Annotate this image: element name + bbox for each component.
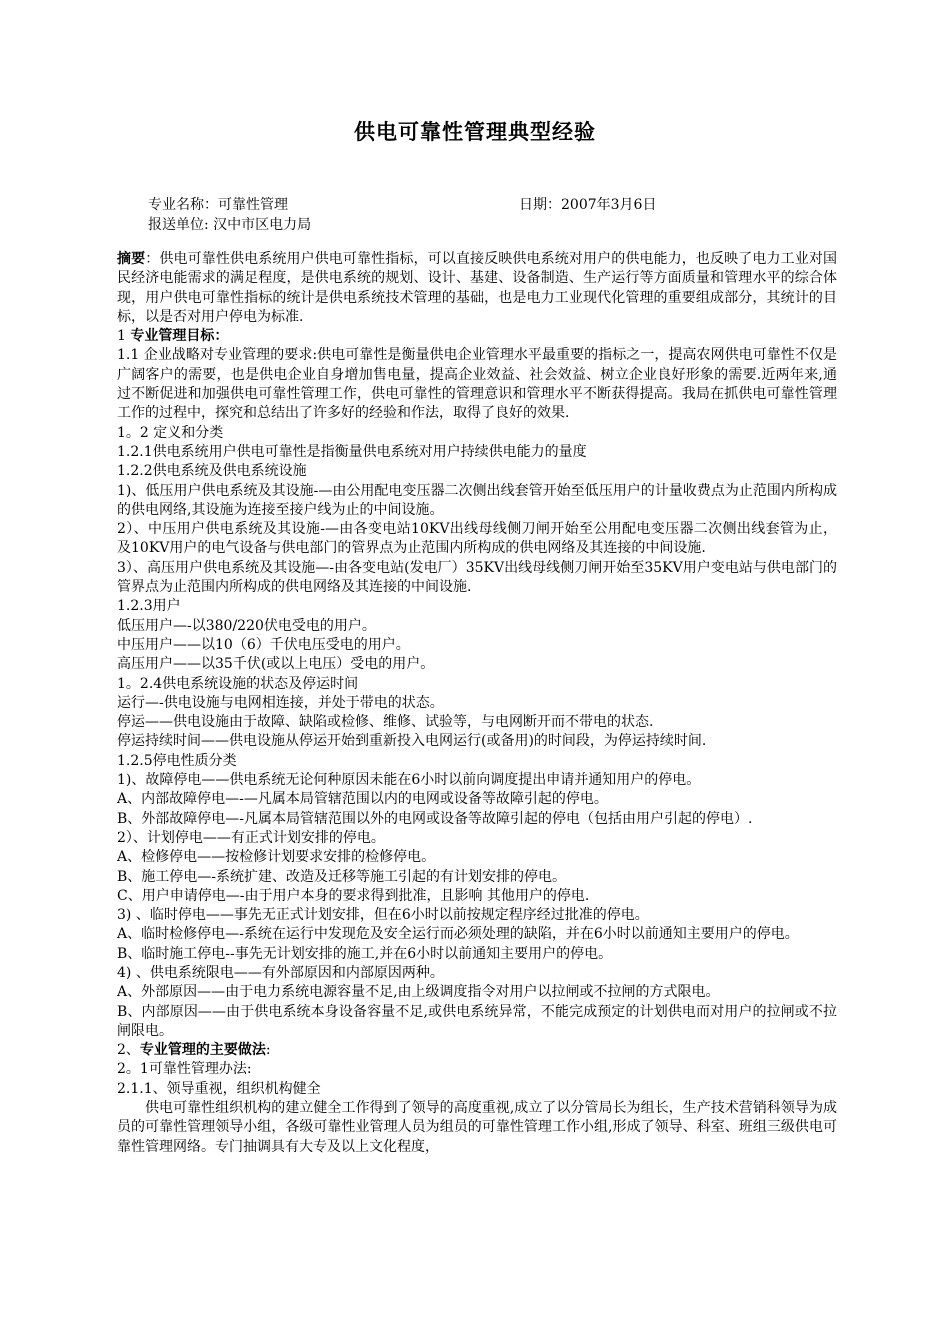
paragraph-text: 1.2.2供电系统及供电系统设施 bbox=[117, 463, 307, 480]
paragraph bbox=[117, 983, 837, 1002]
paragraph-text: 停运持续时间——供电设施从停运开始到重新投入电网运行(或备用)的时间段，为停运持续时间. bbox=[117, 733, 707, 750]
paragraph bbox=[117, 848, 837, 867]
paragraph-text: B、施工停电—-系统扩建、改造及迁移等施工引起的有计划安排的停电。 bbox=[117, 868, 567, 885]
paragraph bbox=[117, 732, 837, 751]
paragraph bbox=[117, 617, 837, 636]
paragraph-text: 3）、高压用户供电系统及其设施—-由各变电站(发电厂）35KV出线母线侧刀闸开始至35KV用户变电站与供电部门的管界点为止范围内所构成的供电网络及其连接的中间设施. bbox=[117, 559, 837, 596]
paragraph bbox=[117, 1060, 837, 1079]
paragraph bbox=[117, 655, 837, 674]
paragraph-heading: 专业管理的主要做法 bbox=[139, 1042, 266, 1059]
paragraph-text: A、检修停电——按检修计划要求安排的检修停电。 bbox=[117, 849, 436, 866]
paragraph bbox=[117, 250, 837, 327]
paragraph-text: 供电可靠性组织机构的建立健全工作得到了领导的高度重视,成立了以分管局长为组长，生产技术营销科领导为成员的可靠性管理领导小组，各级可靠性业管理人员为组员的可靠性管理工作小组,形成了领导、科室、班组三级供电可靠性管理网络。专门抽调具有大专及以上文化程度， bbox=[117, 1100, 837, 1155]
paragraph-text: 4) 、供电系统限电——有外部原因和内部原因两种。 bbox=[117, 964, 444, 981]
paragraph bbox=[117, 1003, 837, 1042]
specialty-field: 专业名称：可靠性管理 bbox=[148, 197, 288, 213]
paragraph-text: 1.2.5停电性质分类 bbox=[117, 752, 237, 769]
paragraph bbox=[117, 327, 837, 346]
paragraph bbox=[117, 520, 837, 559]
paragraph-text: A、临时检修停电—-系统在运行中发现危及安全运行而必须处理的缺陷，并在6小时以前通知主要用户的停电。 bbox=[117, 926, 799, 943]
paragraph bbox=[117, 482, 837, 521]
paragraph-text: 中压用户——以10（6）千伏电压受电的用户。 bbox=[117, 636, 410, 653]
paragraph-text: 1。2 定义和分类 bbox=[117, 424, 224, 441]
paragraph-text: ：供电可靠性供电系统用户供电可靠性指标，可以直接反映供电系统对用户的供电能力，也反映了电力工业对国民经济电能需求的满足程度，是供电系统的规划、设计、基建、设备制造、生产运行等方面质量和管理水平的综合体现，用户供电可靠性指标的统计是供电系统技术管理的基础，也是电力工业现代化管理的重要组成部分，其统计的目标，以是否对用户停电为标准. bbox=[117, 251, 838, 325]
date-field: 日期：2007年3月6日 bbox=[519, 197, 657, 213]
paragraph bbox=[117, 945, 837, 964]
paragraph-text: 1.2.1供电系统用户供电可靠性是指衡量供电系统对用户持续供电能力的量度 bbox=[117, 443, 587, 460]
document-body bbox=[117, 250, 837, 1157]
paragraph-text: B、外部故障停电—-凡属本局管辖范围以外的电网或设备等故障引起的停电（包括由用户引起的停电）. bbox=[117, 810, 753, 827]
paragraph bbox=[117, 752, 837, 771]
paragraph bbox=[117, 713, 837, 732]
paragraph bbox=[117, 424, 837, 443]
paragraph-text: C、用户申请停电—-由于用户本身的要求得到批准，且影响 其他用户的停电. bbox=[117, 887, 590, 904]
paragraph-text: 1)、低压用户供电系统及其设施-—由公用配电变压器二次侧出线套管开始至低压用户的计量收费点为止范围内所构成的供电网络,其设施为连接至接户线为止的中间设施。 bbox=[117, 482, 837, 518]
paragraph-text: 2.1.1、领导重视，组织机构健全 bbox=[117, 1080, 321, 1097]
unit-field: 报送单位: 汉中市区电力局 bbox=[148, 217, 312, 233]
paragraph-text: 运行—-供电设施与电网相连接，并处于带电的状态。 bbox=[117, 694, 444, 711]
paragraph bbox=[117, 925, 837, 944]
paragraph-heading: 摘要 bbox=[117, 251, 146, 267]
paragraph-heading: 专业管理目标： bbox=[130, 328, 229, 345]
paragraph-prefix: 1 bbox=[117, 328, 131, 345]
paragraph bbox=[117, 1080, 837, 1099]
paragraph bbox=[117, 810, 837, 829]
paragraph bbox=[117, 829, 837, 848]
paragraph-text: 停运——供电设施由于故障、缺陷或检修、维修、试验等，与电网断开而不带电的状态. bbox=[117, 714, 654, 731]
paragraph-text: A、外部原因——由于电力系统电源容量不足,由上级调度指令对用户以拉闸或不拉闸的方式限电。 bbox=[117, 984, 720, 1001]
paragraph bbox=[117, 1099, 837, 1157]
paragraph-text: 1)、故障停电——供电系统无论何种原因未能在6小时以前向调度提出申请并通知用户的停电。 bbox=[117, 772, 701, 789]
paragraph-prefix: 2、 bbox=[117, 1042, 140, 1059]
paragraph-text: 2。1可靠性管理办法: bbox=[117, 1061, 252, 1078]
paragraph bbox=[117, 964, 837, 983]
paragraph-text: B、临时施工停电--事先无计划安排的施工,并在6小时以前通知主要用户的停电。 bbox=[117, 945, 613, 962]
paragraph bbox=[117, 462, 837, 481]
paragraph bbox=[117, 559, 837, 598]
paragraph bbox=[117, 906, 837, 925]
paragraph-text: 高压用户——以35千伏(或以上电压）受电的用户。 bbox=[117, 656, 435, 673]
paragraph-text: 2）、计划停电——有正式计划安排的停电。 bbox=[117, 829, 385, 846]
paragraph-text: 1.1 企业战略对专业管理的要求:供电可靠性是衡量供电企业管理水平最重要的指标之一，提高农网供电可靠性不仅是广阔客户的需要，也是供电企业自身增加售电量，提高企业效益、社会效益、树立企业良好形象的需要.近两年来,通过不断促进和加强供电可靠性管理工作，供电可靠性的管理意识和管理水平不断获得提高。我局在抓供电可靠性管理工作的过程中，探究和总结出了许多好的经验和作法，取得了良好的效果. bbox=[117, 347, 837, 422]
paragraph-text: B、内部原因——由于供电系统本身设备容量不足,或供电系统异常，不能完成预定的计划供电而对用户的拉闸或不拉闸限电。 bbox=[117, 1003, 837, 1039]
paragraph-text: A、内部故障停电—-—凡属本局管辖范围以内的电网或设备等故障引起的停电。 bbox=[117, 791, 608, 808]
paragraph bbox=[117, 771, 837, 790]
paragraph bbox=[117, 636, 837, 655]
document-title: 供电可靠性管理典型经验 bbox=[354, 120, 596, 144]
paragraph bbox=[117, 887, 837, 906]
paragraph bbox=[117, 790, 837, 809]
paragraph bbox=[117, 675, 837, 694]
paragraph-text: 1。2.4供电系统设施的状态及停运时间 bbox=[117, 675, 359, 692]
paragraph bbox=[117, 694, 837, 713]
paragraph bbox=[117, 597, 837, 616]
paragraph bbox=[117, 346, 837, 423]
paragraph-text: 1.2.3用户 bbox=[117, 598, 181, 615]
paragraph-text: 3) 、临时停电——事先无正式计划安排，但在6小时以前按规定程序经过批准的停电。 bbox=[117, 907, 649, 924]
paragraph bbox=[117, 443, 837, 462]
paragraph-text: 2）、中压用户供电系统及其设施-—由各变电站10KV出线母线侧刀闸开始至公用配电变压器二次侧出线套管为止， 及10KV用户的电气设备与供电部门的管界点为止范围内所构成的供电网络及其连接的中间设施. bbox=[117, 521, 837, 557]
paragraph-text: 低压用户—-以380/220伏电受电的用户。 bbox=[117, 617, 376, 634]
paragraph-text: : bbox=[265, 1042, 271, 1059]
paragraph bbox=[117, 868, 837, 887]
paragraph bbox=[117, 1041, 837, 1060]
